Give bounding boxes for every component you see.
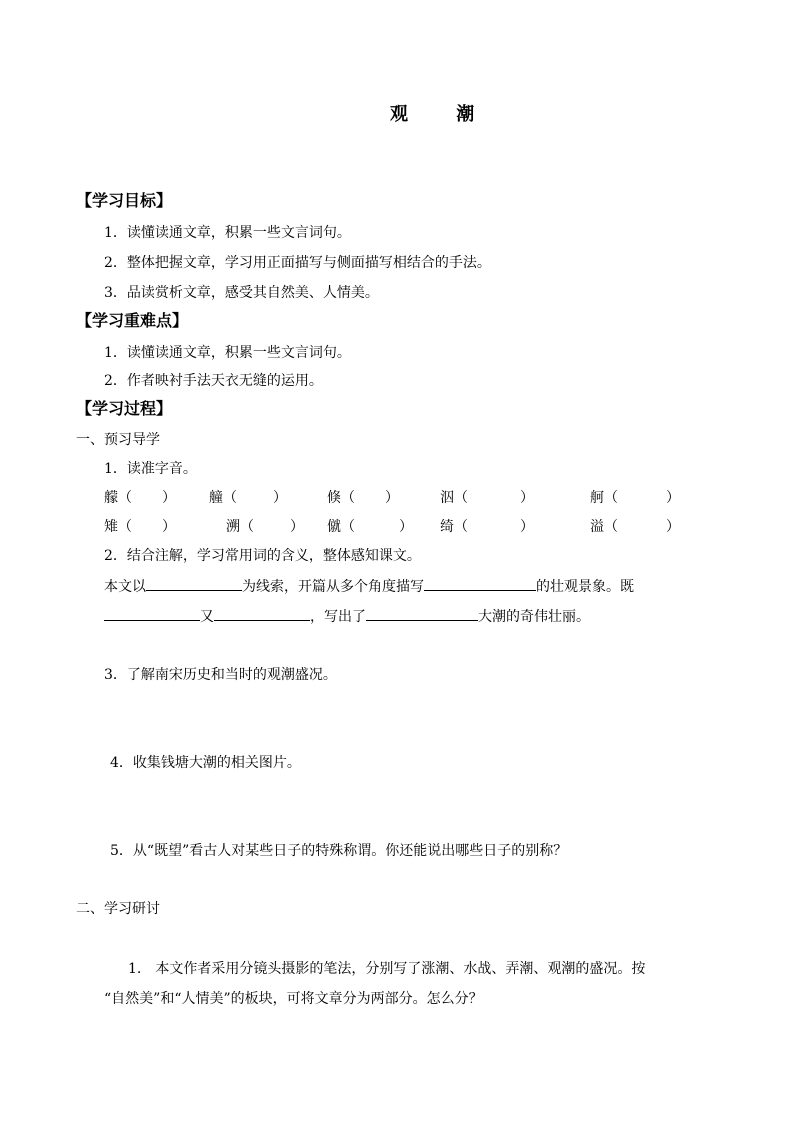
blank-first[interactable] [104,606,200,621]
goal-item-2: 2．整体把握文章，学习用正面描写与侧面描写相结合的手法。 [104,255,491,271]
keypoints-heading: 【学习重难点】 [76,311,189,330]
blank-tide[interactable] [366,606,478,621]
title-char-2: 潮 [456,104,476,125]
pinyin-item: 舸（ ） [590,490,680,506]
pinyin-item: 倏（ ） [327,490,399,506]
pinyin-item: 僦（ ） [327,519,413,535]
pinyin-item: 溯（ ） [226,519,304,535]
keypoint-item-1: 1．读懂读通文章，积累一些文言词句。 [104,345,351,361]
pinyin-item: 雉（ ） [104,519,176,535]
goal-item-3: 3．品读赏析文章，感受其自然美、人情美。 [104,285,379,301]
goals-heading: 【学习目标】 [76,191,173,210]
pinyin-item: 溢（ ） [590,519,680,535]
blank-second[interactable] [214,606,310,621]
goal-item-1: 1．读懂读通文章，积累一些文言词句。 [104,225,351,241]
fill-line-1: 本文以 为线索，开篇从多个角度描写 的壮观景象。既 [104,576,634,596]
title-char-1: 观 [390,104,409,125]
preview-q3: 3．了解南宋历史和当时的观潮盛况。 [104,667,337,683]
preview-heading: 一、预习导学 [76,432,160,448]
page-title [390,100,475,126]
pinyin-item: 艟（ ） [209,490,287,506]
keypoint-item-2: 2．作者映衬手法天衣无缝的运用。 [104,373,323,389]
preview-q4: 4．收集钱塘大潮的相关图片。 [110,755,301,771]
fill-line-2: 又 ，写出了 大潮的奇伟壮丽。 [104,606,590,626]
pinyin-item: 泅（ ） [440,490,534,506]
study-q1-line-2: “自然美”和“人情美”的板块，可将文章分为两部分。怎么分？ [104,991,483,1007]
pinyin-item: 艨（ ） [104,490,176,506]
preview-q5: 5．从“既望”看古人对某些日子的特殊称谓。你还能说出哪些日子的别称？ [110,843,568,859]
preview-q1: 1．读准字音。 [104,461,197,477]
pinyin-item: 绮（ ） [440,519,534,535]
study-heading: 二、学习研讨 [76,901,160,917]
blank-scene[interactable] [424,576,536,591]
study-q1-number: 1. [128,961,142,977]
study-q1-line-1: 1. 本文作者采用分镜头摄影的笔法，分别写了涨潮、水战、弄潮、观潮的盛况。按 [128,961,646,977]
blank-clue[interactable] [146,576,242,591]
preview-q2: 2．结合注解，学习常用词的含义，整体感知课文。 [104,548,421,564]
process-heading: 【学习过程】 [76,399,173,418]
